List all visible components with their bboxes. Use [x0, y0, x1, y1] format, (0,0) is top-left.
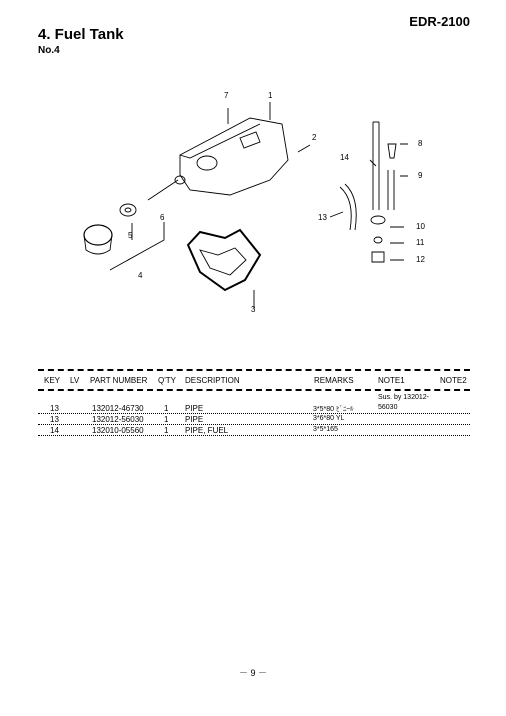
exploded-parts-diagram	[60, 80, 480, 330]
pipe-shape	[340, 184, 356, 230]
remarks-cell: 3*5*80 ﾋﾞﾆｰﾙ	[313, 406, 354, 413]
callout-1: 1	[268, 91, 273, 100]
qty-cell: 1	[164, 426, 169, 435]
desc-cell: PIPE	[185, 404, 204, 413]
tank-bracket-shape	[188, 230, 260, 290]
callout-6: 6	[160, 213, 165, 222]
col-desc: DESCRIPTION	[185, 376, 240, 385]
model-number: EDR-2100	[409, 14, 470, 29]
key-cell: 13	[50, 415, 59, 424]
col-remarks: REMARKS	[314, 376, 354, 385]
table-header-rule	[38, 389, 470, 391]
col-qty: Q'TY	[158, 376, 176, 385]
callout-7: 7	[224, 91, 229, 100]
table-top-rule	[38, 369, 470, 371]
callout-12: 12	[416, 255, 425, 264]
callout-5: 5	[128, 231, 133, 240]
desc-cell: PIPE	[185, 415, 204, 424]
part-cell: 132012-46730	[92, 404, 144, 413]
callout-8: 8	[418, 139, 423, 148]
note1-cell: 56030	[378, 404, 398, 411]
col-note2: NOTE2	[440, 376, 467, 385]
callout-2: 2	[312, 133, 317, 142]
callout-3: 3	[251, 305, 256, 314]
qty-cell: 1	[164, 404, 169, 413]
qty-cell: 1	[164, 415, 169, 424]
desc-cell: PIPE, FUEL	[185, 426, 229, 435]
note1-cell: Sus. by 132012-	[378, 394, 429, 401]
page-subtitle: No.4	[38, 45, 60, 56]
col-part: PART NUMBER	[90, 376, 148, 385]
washer-shape	[120, 204, 136, 216]
fuel-tank-shape	[180, 118, 288, 195]
col-key: KEY	[44, 376, 61, 385]
cap-shape	[84, 225, 112, 245]
key-cell: 13	[50, 404, 59, 413]
page-number: － 9 －	[238, 668, 267, 678]
callout-10: 10	[416, 222, 425, 231]
row-rule	[38, 413, 470, 414]
callout-14: 14	[340, 153, 349, 162]
row-rule	[38, 424, 470, 425]
part-cell: 132012-56030	[92, 415, 144, 424]
callout-9: 9	[418, 171, 423, 180]
col-lv: LV	[70, 376, 80, 385]
key-cell: 14	[50, 426, 59, 435]
part-cell: 132010-05560	[92, 426, 144, 435]
remarks-cell: 3*6*80 YL	[313, 415, 345, 422]
callout-11: 11	[416, 238, 425, 247]
callout-4: 4	[138, 271, 143, 280]
remarks-cell: 3*5*165	[313, 426, 338, 433]
table-bottom-rule	[38, 435, 470, 436]
page-title: 4. Fuel Tank	[38, 26, 124, 43]
callout-13: 13	[318, 213, 327, 222]
col-note1: NOTE1	[378, 376, 405, 385]
